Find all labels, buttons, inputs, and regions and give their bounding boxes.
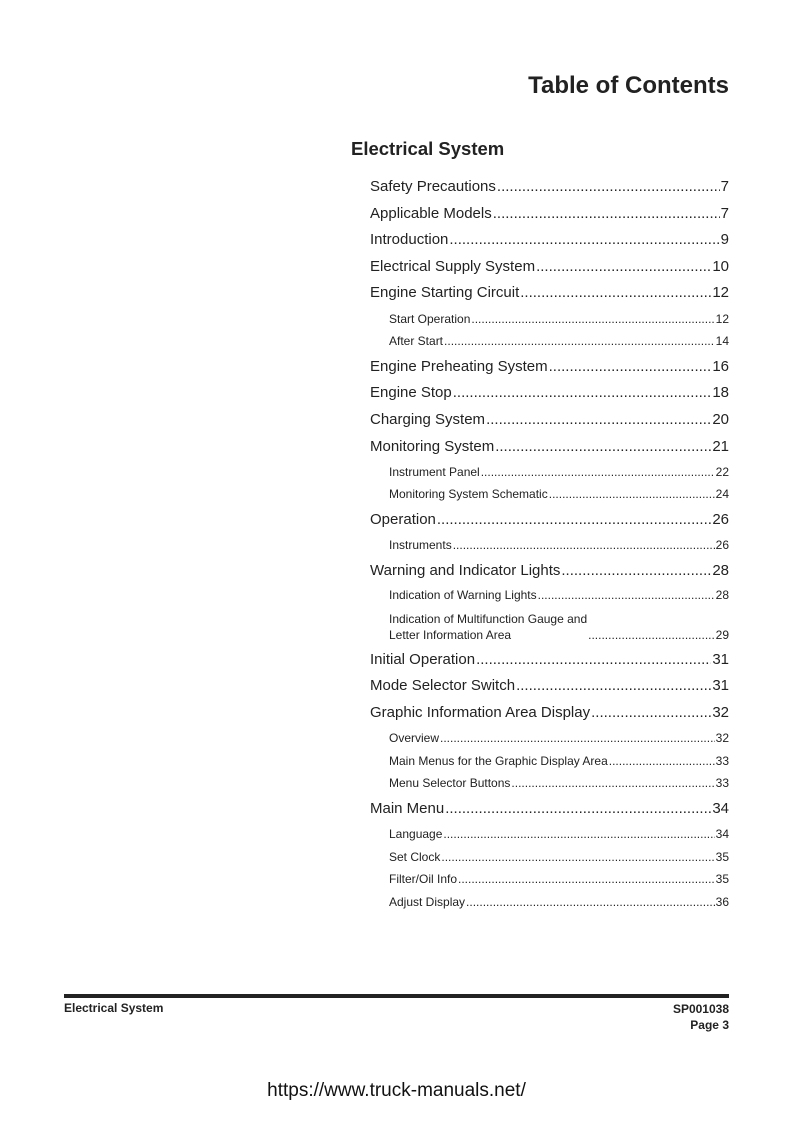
leader-dots <box>453 538 715 552</box>
leader-dots <box>476 651 711 668</box>
toc-entry-label: After Start <box>389 334 444 348</box>
toc-entry-label: Monitoring System Schematic <box>389 487 548 501</box>
toc-entry-page: 14 <box>715 334 729 348</box>
toc-entry-label: Introduction <box>370 231 449 248</box>
toc-entry-page: 31 <box>712 651 729 668</box>
toc-entry[interactable] <box>370 651 729 668</box>
toc-entry[interactable] <box>370 384 729 401</box>
toc-entry-label: Indication of Warning Lights <box>389 588 537 602</box>
toc-entry-label: Language <box>389 827 443 841</box>
toc-entry-page: 7 <box>720 205 729 222</box>
toc-entry-page: 16 <box>712 358 729 375</box>
toc-entry-page: 18 <box>712 384 729 401</box>
toc-entry-page: 34 <box>712 800 729 817</box>
toc-entry-label-line1: Indication of Multifunction Gauge and <box>389 612 588 626</box>
toc-entry-page: 33 <box>715 776 729 790</box>
page-title: Table of Contents <box>528 72 729 99</box>
toc-entry-page: 20 <box>712 411 729 428</box>
leader-dots <box>511 776 714 790</box>
toc-entry-page: 32 <box>715 731 729 745</box>
leader-dots <box>497 178 720 195</box>
toc-entry-label: Initial Operation <box>370 651 476 668</box>
toc-entry[interactable] <box>370 178 729 195</box>
toc-entry-page: 26 <box>712 511 729 528</box>
leader-dots <box>486 411 711 428</box>
toc-entry-label: Instruments <box>389 538 452 552</box>
toc-entry-page: 35 <box>715 872 729 886</box>
toc-entry-label: Mode Selector Switch <box>370 677 516 694</box>
toc-subentry[interactable] <box>389 487 729 501</box>
footer-page-number: Page 3 <box>690 1018 729 1032</box>
toc-entry[interactable] <box>370 562 729 579</box>
toc-entry-label: Safety Precautions <box>370 178 496 195</box>
leader-dots <box>471 312 714 326</box>
toc-subentry[interactable] <box>389 312 729 326</box>
toc-entry-page: 12 <box>712 284 729 301</box>
leader-dots <box>549 358 712 375</box>
leader-dots <box>549 487 715 501</box>
toc-entry-page: 7 <box>720 178 729 195</box>
toc-subentry[interactable] <box>389 895 729 909</box>
leader-dots <box>458 872 715 886</box>
toc-subentry[interactable] <box>389 611 729 643</box>
toc-entry[interactable] <box>370 284 729 301</box>
toc-entry[interactable] <box>370 358 729 375</box>
toc-entry[interactable] <box>370 800 729 817</box>
toc-entry-label <box>389 611 587 643</box>
toc-entry-page: 28 <box>712 562 729 579</box>
toc-entry-page: 28 <box>715 588 729 602</box>
toc-entry-label: Applicable Models <box>370 205 492 222</box>
toc-entry-label: Monitoring System <box>370 438 495 455</box>
footer-doc-id: SP001038 <box>672 1002 729 1016</box>
toc-entry-label: Electrical Supply System <box>370 258 536 275</box>
toc-entry-page: 29 <box>715 628 729 642</box>
leader-dots <box>536 258 711 275</box>
leader-dots <box>520 284 711 301</box>
leader-dots <box>444 334 715 348</box>
source-url[interactable]: https://www.truck-manuals.net/ <box>267 1080 526 1101</box>
toc-entry-label: Menu Selector Buttons <box>389 776 511 790</box>
leader-dots <box>609 754 715 768</box>
toc-entry-page: 24 <box>715 487 729 501</box>
toc-entry-label: Warning and Indicator Lights <box>370 562 561 579</box>
toc-entry-page: 31 <box>712 677 729 694</box>
leader-dots <box>449 231 719 248</box>
toc-entry-label: Engine Stop <box>370 384 452 401</box>
section-title: Electrical System <box>351 138 505 159</box>
leader-dots <box>466 895 715 909</box>
toc-entry[interactable] <box>370 438 729 455</box>
leader-dots <box>495 438 711 455</box>
toc-subentry[interactable] <box>389 538 729 552</box>
toc-subentry[interactable] <box>389 872 729 886</box>
toc-subentry[interactable] <box>389 731 729 745</box>
leader-dots <box>443 827 714 841</box>
toc-subentry[interactable] <box>389 588 729 602</box>
toc-entry-label: Set Clock <box>389 850 441 864</box>
toc-entry[interactable] <box>370 677 729 694</box>
leader-dots <box>591 704 711 721</box>
leader-dots <box>453 384 712 401</box>
leader-dots <box>437 511 711 528</box>
footer-section-name: Electrical System <box>64 1001 164 1015</box>
footer-rule <box>64 994 729 998</box>
toc-entry-label: Graphic Information Area Display <box>370 704 591 721</box>
toc-entry-label: Operation <box>370 511 436 528</box>
leader-dots <box>561 562 711 579</box>
toc-entry-label: Engine Starting Circuit <box>370 284 520 301</box>
toc-entry-page: 12 <box>715 312 729 326</box>
toc-entry-page: 21 <box>712 438 729 455</box>
toc-entry-page: 10 <box>712 258 729 275</box>
toc-entry-label: Main Menu <box>370 800 445 817</box>
toc-entry[interactable] <box>370 258 729 275</box>
toc-entry-page: 33 <box>715 754 729 768</box>
leader-dots <box>538 588 715 602</box>
toc-entry-label: Filter/Oil Info <box>389 872 458 886</box>
toc-entry[interactable] <box>370 411 729 428</box>
toc-entry-page: 22 <box>715 465 729 479</box>
toc-entry-page: 36 <box>715 895 729 909</box>
toc-entry-page: 26 <box>715 538 729 552</box>
leader-dots <box>440 731 715 745</box>
leader-dots <box>441 850 714 864</box>
toc-entry-label: Charging System <box>370 411 486 428</box>
toc-subentry[interactable] <box>389 334 729 348</box>
footer-doc-info <box>673 1001 729 1033</box>
toc-entry-page: 35 <box>715 850 729 864</box>
toc-entry-label: Overview <box>389 731 440 745</box>
toc-subentry[interactable] <box>389 827 729 841</box>
toc-entry-label: Instrument Panel <box>389 465 480 479</box>
leader-dots <box>481 465 715 479</box>
leader-dots <box>588 627 715 643</box>
toc-entry[interactable] <box>370 511 729 528</box>
toc-subentry[interactable] <box>389 754 729 768</box>
leader-dots <box>493 205 720 222</box>
toc-subentry[interactable] <box>389 850 729 864</box>
toc-entry-page: 34 <box>715 827 729 841</box>
toc-entry-label: Main Menus for the Graphic Display Area <box>389 754 608 768</box>
toc-subentry[interactable] <box>389 465 729 479</box>
toc-entry-label: Start Operation <box>389 312 471 326</box>
leader-dots <box>516 677 711 694</box>
toc-entry-page: 32 <box>712 704 729 721</box>
toc-entry[interactable] <box>370 704 729 721</box>
toc-entry-label: Engine Preheating System <box>370 358 548 375</box>
leader-dots <box>445 800 711 817</box>
toc-entry-page: 9 <box>720 231 729 248</box>
toc-subentry[interactable] <box>389 776 729 790</box>
toc-entry[interactable] <box>370 231 729 248</box>
toc-entry-label-line2: Letter Information Area <box>389 628 512 642</box>
toc-entry-label: Adjust Display <box>389 895 466 909</box>
toc-entry[interactable] <box>370 205 729 222</box>
